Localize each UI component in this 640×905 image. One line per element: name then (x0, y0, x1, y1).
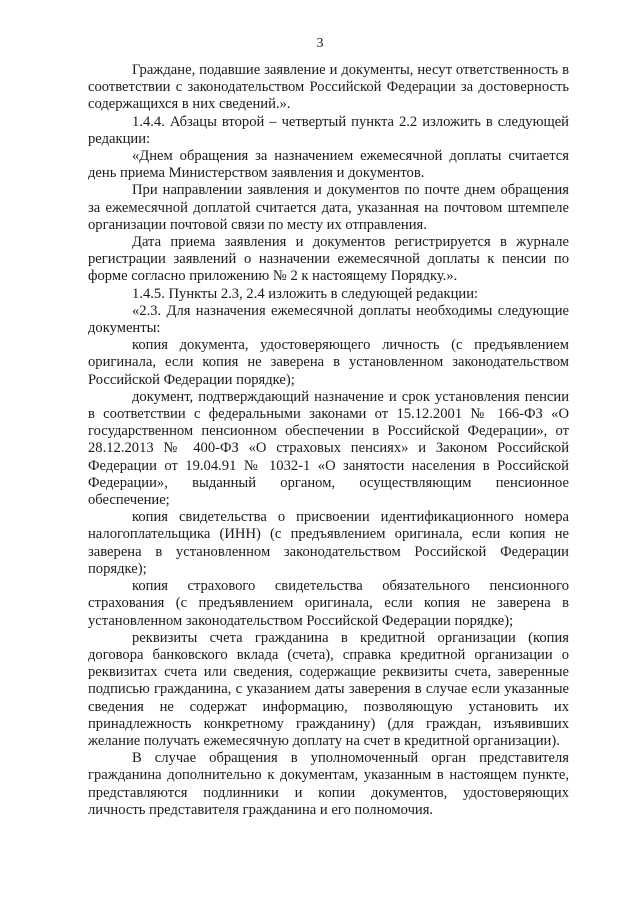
paragraph-application-date: «Днем обращения за назначением ежемесячной доплаты считается день приема Министерством заявления и документов. (88, 148, 569, 182)
paragraph-item-2-3-intro: «2.3. Для назначения ежемесячной доплаты необходимы следующие документы: (88, 302, 569, 337)
document-body (88, 62, 569, 819)
list-item-pension-document: документ, подтверждающий назначение и срок установления пенсии в соответствии с федеральными законами от 15.12.2001 № 166-ФЗ «О государственном пенсионном обеспечении в Российской Федерации», от 28.12.2013 № 400-ФЗ «О страховых пенсиях» и Законом Российской Федерации от 19.04.91 № 1032-1 «О занятости населения в Российской Федерации», выданный органом, осуществляющим пенсионное обеспечение; (88, 388, 569, 509)
list-item-identity-copy: копия документа, удостоверяющего личность (с предъявлением оригинала, если копия не заверена в установленном законодательством Российской Федерации порядке); (88, 337, 569, 388)
paragraph-postal-submission: При направлении заявления и документов по почте днем обращения за ежемесячной доплатой считается дата, указанная на почтовом штемпеле организации почтовой связи по месту их отправления. (88, 182, 569, 233)
list-item-bank-details: реквизиты счета гражданина в кредитной организации (копия договора банковского вклада (счета), справка кредитной организации о реквизитах счета или сведения, содержащие реквизиты счета, заверенные подписью гражданина, с указанием даты заверения в случае если указанные сведения не содержат информацию, позволяющую установить их принадлежность конкретному гражданину) (для граждан, изъявивших желание получать ежемесячную доплату на счет в кредитной организации). (88, 629, 569, 749)
list-item-insurance-certificate: копия страхового свидетельства обязательного пенсионного страхования (с предъявлением оригинала, если копия не заверена в установленном законодательством Российской Федерации порядке); (88, 578, 569, 629)
paragraph-representative: В случае обращения в уполномоченный орган представителя гражданина дополнительно к документам, указанным в настоящем пункте, представляются подлинники и копии документов, удостоверяющих личность представителя гражданина и его полномочия. (88, 750, 569, 818)
list-item-inn-copy: копия свидетельства о присвоении идентификационного номера налогоплательщика (ИНН) (с предъявлением оригинала, если копия не заверена в установленном законодательством Российской Федерации порядке); (88, 509, 569, 577)
paragraph-item-1-4-4: 1.4.4. Абзацы второй – четвертый пункта 2.2 изложить в следующей редакции: (88, 113, 569, 147)
paragraph-closing-responsibility: Граждане, подавшие заявление и документы, несут ответственность в соответствии с законодательством Российской Федерации за достоверность содержащихся в них сведений.». (88, 62, 569, 113)
paragraph-registration-journal: Дата приема заявления и документов регистрируется в журнале регистрации заявлений о назначении ежемесячной доплаты к пенсии по форме согласно приложению № 2 к настоящему Порядку.». (88, 234, 569, 285)
paragraph-item-1-4-5: 1.4.5. Пункты 2.3, 2.4 изложить в следующей редакции: (132, 285, 479, 302)
page-number: 3 (316, 36, 324, 51)
